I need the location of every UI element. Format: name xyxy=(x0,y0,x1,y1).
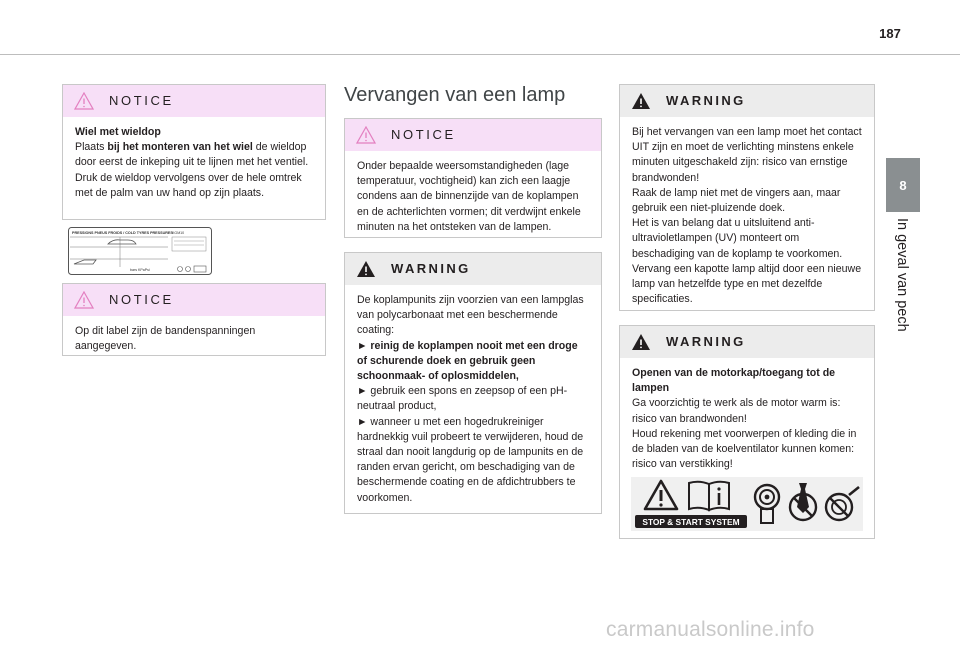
notice-body xyxy=(63,117,325,211)
watermark: carmanualsonline.info xyxy=(606,618,815,641)
warning-body xyxy=(620,358,874,482)
notice-text: Onder bepaalde weersomstandigheden (lage temperatuur, vochtigheid) kan zich een laagje condens aan de binnenzijde van de koplampen en de achterlichten vormen; dit verdwijnt enkele minuten na het ontsteken van de lampen. xyxy=(357,160,581,233)
notice-header xyxy=(345,119,601,151)
warning-label: WARNING xyxy=(666,334,746,349)
warning-item-2: ► gebruik een spons en zeepsop of een pH-neutraal product, xyxy=(357,385,568,413)
warning-paragraph-1: Ga voorzichtig te werk als de motor warm is: risico van brandwonden! xyxy=(632,397,841,425)
notice-label: NOTICE xyxy=(109,93,174,108)
warning-triangle-icon xyxy=(356,260,376,278)
notice-label: NOTICE xyxy=(109,292,174,307)
warning-header xyxy=(620,85,874,117)
warning-title: Openen van de motorkap/toegang tot de lampen xyxy=(632,367,836,395)
tyre-label-header: PRESSIONS PNEUS FROIDS / COLD TYRES PRESSURES xyxy=(72,231,173,235)
warning-header xyxy=(620,326,874,358)
section-title: Vervangen van een lamp xyxy=(344,84,566,106)
chapter-title: In geval van pech xyxy=(894,218,910,332)
notice-title: Wiel met wieldop xyxy=(75,126,161,138)
notice-body xyxy=(63,316,325,364)
notice-box-condensation xyxy=(344,118,602,238)
notice-text: Op dit label zijn de bandenspanningen aangegeven. xyxy=(75,325,256,353)
notice-warning-icon xyxy=(356,126,376,144)
warning-paragraph-1: Bij het vervangen van een lamp moet het contact UIT zijn en moet de verlichting minstens enkele minuten uitgeschakeld zijn: risico van ernstige brandwonden! xyxy=(632,126,862,184)
notice-header xyxy=(63,85,325,117)
notice-box-wheel-trim xyxy=(62,84,326,220)
notice-warning-icon xyxy=(74,92,94,110)
tyre-pressure-label-figure xyxy=(68,227,212,275)
notice-warning-icon xyxy=(74,291,94,309)
engine-bay-warning-pictograms xyxy=(631,477,863,531)
stop-start-system-text: STOP & START SYSTEM xyxy=(642,517,740,527)
warning-paragraph-4: Vervang een kapotte lamp altijd door een nieuwe lamp van hetzelfde type en met dezelfde specificaties. xyxy=(632,262,862,306)
warning-box-polycarbonate xyxy=(344,252,602,514)
warning-body xyxy=(620,117,874,317)
warning-item-1: ► reinig de koplampen nooit met een droge of schurende doek en gebruik geen schoonmaak- of oplosmiddelen, xyxy=(357,339,578,383)
notice-text-end: de wieldop door eerst de inkeping uit te lijnen met het ventiel. Druk de wieldop vervolgens over de hele omtrek met de palm van uw hand op zijn plaats. xyxy=(75,141,309,199)
notice-box-tyre-label xyxy=(62,283,326,356)
warning-header xyxy=(345,253,601,285)
warning-box-lamp-replacement xyxy=(619,84,875,311)
header-rule xyxy=(0,54,960,55)
warning-triangle-icon xyxy=(631,333,651,351)
notice-text-bold: bij het monteren van het wiel xyxy=(107,141,253,154)
warning-intro: De koplampunits zijn voorzien van een lampglas van polycarbonaat met een beschermende coating: xyxy=(357,294,584,337)
chapter-tab[interactable]: 8 xyxy=(886,158,920,212)
warning-paragraph-2: Houd rekening met voorwerpen of kleding die in de bladen van de koelventilator kunnen komen: risico van verstikking! xyxy=(632,427,857,471)
stop-start-system-label xyxy=(635,515,747,528)
warning-label: WARNING xyxy=(666,93,746,108)
warning-paragraph-3: Het is van belang dat u uitsluitend anti-ultravioletlampen (UV) monteert om beschadiging van de koplamp te voorkomen. xyxy=(632,217,843,260)
tyre-label-units: bars KPaPsi xyxy=(130,268,150,272)
warning-body xyxy=(345,285,601,516)
notice-label: NOTICE xyxy=(391,127,456,142)
notice-body xyxy=(345,151,601,245)
page-number: 187 xyxy=(879,26,901,41)
warning-paragraph-2: Raak de lamp niet met de vingers aan, maar gebruik een niet-pluizende doek. xyxy=(632,186,841,215)
warning-triangle-icon xyxy=(631,92,651,110)
notice-header xyxy=(63,284,325,316)
warning-label: WARNING xyxy=(391,261,471,276)
notice-text-start: Plaats xyxy=(75,141,108,154)
tyre-label-ref: KGM10 xyxy=(172,231,185,235)
warning-item-3: ► wanneer u met een hogedrukreiniger hardnekkig vuil probeert te verwijderen, houd de straal dan nooit langdurig op de lampunits en de randen ervan gericht, om beschadiging van de beschermende coating en de afdichtrubbers te voorkomen. xyxy=(357,415,584,504)
